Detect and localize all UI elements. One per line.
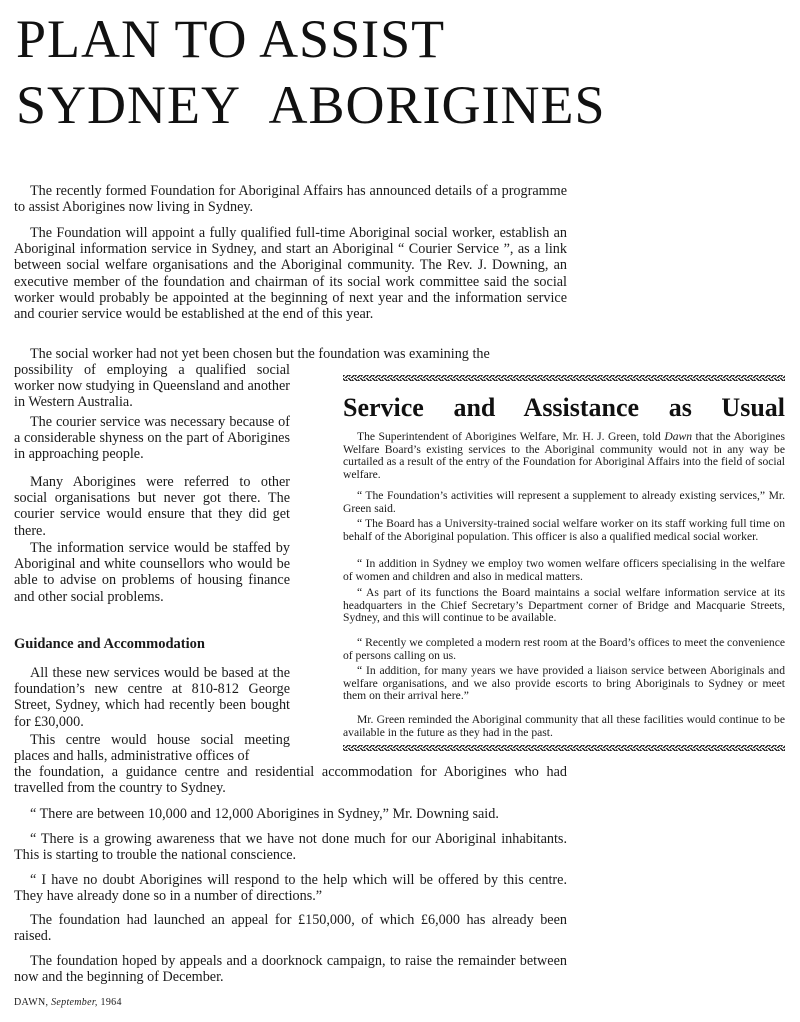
article-paragraph: All these new services would be based at the foundation’s new centre at 810-812 George Street, Sydney, which had recently been bought for £30,000. <box>14 665 290 730</box>
article-paragraph: The recently formed Foundation for Aboriginal Affairs has announced details of a programme to assist Aborigines now living in Sydney. <box>14 183 567 216</box>
sidebar-box <box>343 375 785 755</box>
publication-name: Dawn <box>664 430 693 443</box>
sidebar-paragraph: “ In addition in Sydney we employ two women welfare officers specialising in the welfare of women and children and also in medical matters. <box>343 557 785 583</box>
footer-month: September, <box>51 997 98 1008</box>
article-paragraph: the foundation, a guidance centre and residential accommodation for Aborigines who had travelled from the country to Sydney. <box>14 764 567 797</box>
footer-publication: DAWN, <box>14 997 49 1008</box>
article-paragraph: “ I have no doubt Aborigines will respond to the help which will be offered by this centre. They have already done so in a number of directions.” <box>14 872 567 905</box>
article-paragraph: The Foundation will appoint a fully qualified full-time Aboriginal social worker, establish an Aboriginal information service in Sydney, and start an Aboriginal “ Courier Service ”, as a link between social welfare organisations and the Aboriginal community. The Rev. J. Downing, an executive member of the foundation and chairman of its social work committee said the social worker would probably be appointed at the beginning of next year and the information service and courier service would be established at the end of this year. <box>14 225 567 323</box>
sidebar-paragraph: “ The Board has a University-trained social welfare worker on its staff working full time on behalf of the Aboriginal population. This officer is also a qualified medical social worker. <box>343 517 785 543</box>
sidebar-paragraph: Mr. Green reminded the Aboriginal community that all these facilities would continue to be available in the future as they had in the past. <box>343 713 785 739</box>
section-subheading: Guidance and Accommodation <box>14 636 205 652</box>
article-paragraph: The foundation hoped by appeals and a doorknock campaign, to raise the remainder between now and the beginning of December. <box>14 953 567 986</box>
sidebar-paragraph: “ Recently we completed a modern rest room at the Board’s offices to meet the convenience of persons calling on us. <box>343 636 785 662</box>
wavy-divider-top <box>343 375 785 381</box>
headline-line-1: PLAN TO ASSIST <box>16 9 446 69</box>
page-headline <box>16 6 606 138</box>
sidebar-paragraph: “ As part of its functions the Board maintains a social welfare information service at its headquarters in the Chief Secretary’s Department corner of Bridge and Macquarie Streets, Sydney, and this will continue to be available. <box>343 586 785 625</box>
article-paragraph: The social worker had not yet been chosen but the foundation was examining the <box>30 346 490 362</box>
page-footer <box>14 997 122 1008</box>
article-paragraph: The courier service was necessary because of a considerable shyness on the part of Aborigines in approaching people. <box>14 414 290 463</box>
article-paragraph: The foundation had launched an appeal for £150,000, of which £6,000 has already been raised. <box>14 912 567 945</box>
sidebar-paragraph: The Superintendent of Aborigines Welfare, Mr. H. J. Green, told Dawn that the Aborigines Welfare Board’s existing services to the Aboriginal community would not in any way be curtailed as a result of the entry of the Foundation for Aboriginal Affairs into the field of social welfare. <box>343 430 786 481</box>
footer-year: 1964 <box>100 997 122 1008</box>
article-paragraph: possibility of employing a qualified social worker now studying in Queensland and another in Western Australia. <box>14 362 290 411</box>
article-paragraph: Many Aborigines were referred to other social organisations but never got there. The courier service would ensure that they did get there. <box>14 474 290 539</box>
sidebar-paragraph: “ The Foundation’s activities will represent a supplement to already existing services,” Mr. Green said. <box>343 489 785 515</box>
headline-line-2: SYDNEY ABORIGINES <box>16 75 606 135</box>
sidebar-title: Service and Assistance as Usual <box>343 393 785 422</box>
article-paragraph: “ There are between 10,000 and 12,000 Aborigines in Sydney,” Mr. Downing said. <box>30 806 499 822</box>
article-paragraph: “ There is a growing awareness that we have not done much for our Aboriginal inhabitants. This is starting to trouble the national conscience. <box>14 831 567 864</box>
wavy-divider-bottom <box>343 745 785 751</box>
article-paragraph: This centre would house social meeting places and halls, administrative offices of <box>14 732 290 765</box>
article-paragraph: The information service would be staffed by Aboriginal and white counsellors who would be able to advise on problems of housing finance and other social problems. <box>14 540 290 605</box>
sidebar-paragraph: “ In addition, for many years we have provided a liaison service between Aboriginals and welfare organisations, and we also provide escorts to bring Aboriginals to Sydney or meet them on their arrival here.” <box>343 664 785 703</box>
